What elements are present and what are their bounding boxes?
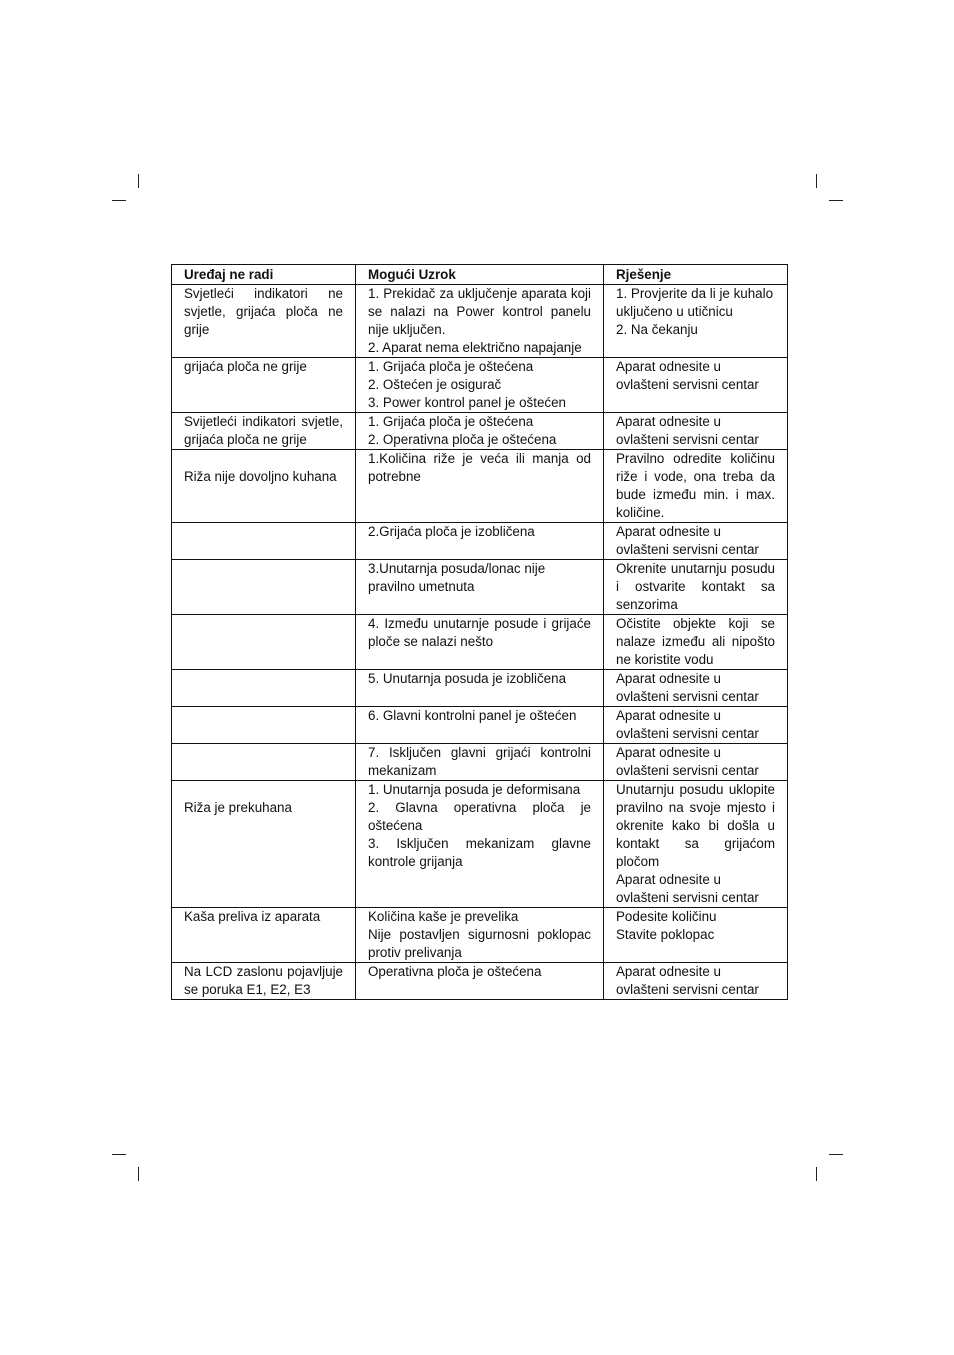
cause-text: 3. Power kontrol panel je oštećen xyxy=(368,395,567,410)
solution-cell xyxy=(604,615,788,670)
troubleshooting-table xyxy=(171,264,788,1000)
cause-text: 2. Operativna ploča je oštećena xyxy=(368,432,557,447)
cause-text: 3.Unutarnja posuda/lonac nije pravilno umetnuta xyxy=(368,561,546,594)
cause-cell xyxy=(356,707,604,744)
cause-text: 7. Isključen glavni grijaći kontrolni mekanizam xyxy=(368,745,591,778)
cause-text: Operativna ploča je oštećena xyxy=(368,964,542,979)
table-row xyxy=(172,560,788,615)
problem-text: grijaća ploča ne grije xyxy=(184,359,307,374)
solution-text: Očistite objekte koji se nalaze između ali nipošto ne koristite vodu xyxy=(616,616,775,667)
crop-mark xyxy=(138,1167,139,1181)
problem-cell xyxy=(172,744,356,781)
solution-text: Aparat odnesite u ovlašteni servisni centar xyxy=(616,524,759,557)
solution-text: Aparat odnesite u ovlašteni servisni centar xyxy=(616,359,759,392)
column-header-problem: Uređaj ne radi xyxy=(172,265,356,285)
problem-text: Svijetleći indikatori svjetle, grijaća ploča ne grije xyxy=(184,414,343,447)
crop-mark xyxy=(112,1154,126,1155)
solution-text: Unutarnju posudu uklopite pravilno na svoje mjesto i okrenite kako bi došla u kontakt sa grijaćom pločom xyxy=(616,782,775,869)
table-row xyxy=(172,963,788,1000)
problem-cell xyxy=(172,781,356,908)
solution-cell xyxy=(604,963,788,1000)
cause-text: 1. Grijaća ploča je oštećena xyxy=(368,414,534,429)
cause-cell xyxy=(356,670,604,707)
cause-cell xyxy=(356,908,604,963)
cause-cell xyxy=(356,560,604,615)
cause-text: 2. Aparat nema električno napajanje xyxy=(368,340,582,355)
problem-cell xyxy=(172,285,356,358)
crop-mark xyxy=(829,200,843,201)
table-row xyxy=(172,908,788,963)
cause-text: 1. Grijaća ploča je oštećena xyxy=(368,359,534,374)
problem-text: Na LCD zaslonu pojavljuje se poruka E1, E2, E3 xyxy=(184,964,343,997)
crop-mark xyxy=(816,1167,817,1181)
column-header-cause: Mogući Uzrok xyxy=(356,265,604,285)
cause-cell xyxy=(356,744,604,781)
cause-text: 1.Količina riže je veća ili manja od potrebne xyxy=(368,451,591,484)
problem-cell xyxy=(172,358,356,413)
problem-cell xyxy=(172,523,356,560)
problem-text xyxy=(184,670,343,688)
solution-text: Stavite poklopac xyxy=(616,927,715,942)
problem-cell xyxy=(172,450,356,523)
solution-text: Okrenite unutarnju posudu i ostvarite kontakt sa senzorima xyxy=(616,561,775,612)
table-row xyxy=(172,523,788,560)
problem-text: Kaša preliva iz aparata xyxy=(184,909,321,924)
solution-text: Aparat odnesite u ovlašteni servisni centar xyxy=(616,964,759,997)
cause-text: Nije postavljen sigurnosni poklopac protiv prelivanja xyxy=(368,927,591,960)
cause-cell xyxy=(356,413,604,450)
problem-cell xyxy=(172,908,356,963)
solution-cell xyxy=(604,413,788,450)
table-header-row xyxy=(172,265,788,285)
solution-cell xyxy=(604,744,788,781)
problem-cell xyxy=(172,413,356,450)
problem-cell xyxy=(172,615,356,670)
solution-cell xyxy=(604,285,788,358)
cause-text: 2. Oštećen je osigurač xyxy=(368,377,502,392)
crop-mark xyxy=(112,200,126,201)
cause-cell xyxy=(356,285,604,358)
table-row xyxy=(172,615,788,670)
solution-cell xyxy=(604,670,788,707)
crop-mark xyxy=(816,174,817,188)
problem-text: Svjetleći indikatori ne svjetle, grijaća ploča ne grije xyxy=(184,286,343,337)
problem-cell xyxy=(172,670,356,707)
cause-text: Količina kaše je prevelika xyxy=(368,909,519,924)
crop-mark xyxy=(138,174,139,188)
solution-cell xyxy=(604,707,788,744)
solution-text: Aparat odnesite u ovlašteni servisni centar xyxy=(616,671,759,704)
cause-text: 1. Unutarnja posuda je deformisana xyxy=(368,782,581,797)
cause-text: 2.Grijaća ploča je izobličena xyxy=(368,524,535,539)
cause-text: 6. Glavni kontrolni panel je oštećen xyxy=(368,708,577,723)
table-row xyxy=(172,358,788,413)
problem-text xyxy=(184,560,343,578)
table-row xyxy=(172,781,788,908)
cause-cell xyxy=(356,523,604,560)
solution-text: Podesite količinu xyxy=(616,909,717,924)
table-row xyxy=(172,744,788,781)
cause-text: 2. Glavna operativna ploča je oštećena xyxy=(368,800,591,833)
crop-mark xyxy=(829,1154,843,1155)
cause-text: 1. Prekidač za uključenje aparata koji se nalazi na Power kontrol panelu nije uključen. xyxy=(368,286,591,337)
solution-text: Aparat odnesite u ovlašteni servisni centar xyxy=(616,745,759,778)
solution-text: 1. Provjerite da li je kuhalo uključeno u utičnicu xyxy=(616,286,774,319)
solution-text: Pravilno odredite količinu riže i vode, ona treba da bude između min. i max. količine. xyxy=(616,451,775,520)
table-row xyxy=(172,670,788,707)
solution-cell xyxy=(604,523,788,560)
solution-text: Aparat odnesite u ovlašteni servisni centar xyxy=(616,414,759,447)
problem-text: Riža nije dovoljno kuhana xyxy=(184,469,337,484)
problem-cell xyxy=(172,963,356,1000)
cause-cell xyxy=(356,358,604,413)
solution-text: Aparat odnesite u ovlašteni servisni centar xyxy=(616,708,759,741)
cause-text: 3. Isključen mekanizam glavne kontrole grijanja xyxy=(368,836,591,869)
cause-cell xyxy=(356,781,604,908)
cause-text: 5. Unutarnja posuda je izobličena xyxy=(368,671,567,686)
solution-cell xyxy=(604,908,788,963)
problem-cell xyxy=(172,707,356,744)
cause-cell xyxy=(356,450,604,523)
table-row xyxy=(172,413,788,450)
solution-text: 2. Na čekanju xyxy=(616,322,698,337)
solution-text: Aparat odnesite u ovlašteni servisni centar xyxy=(616,872,759,905)
problem-text xyxy=(184,615,343,633)
cause-cell xyxy=(356,615,604,670)
problem-text xyxy=(184,707,343,725)
cause-text: 4. Između unutarnje posude i grijaće ploče se nalazi nešto xyxy=(368,616,591,649)
problem-text xyxy=(184,523,343,541)
column-header-solution: Rješenje xyxy=(604,265,788,285)
problem-cell xyxy=(172,560,356,615)
table-row xyxy=(172,707,788,744)
problem-text xyxy=(184,744,343,762)
solution-cell xyxy=(604,781,788,908)
problem-text: Riža je prekuhana xyxy=(184,800,292,815)
solution-cell xyxy=(604,358,788,413)
cause-cell xyxy=(356,963,604,1000)
solution-cell xyxy=(604,450,788,523)
table-row xyxy=(172,450,788,523)
solution-cell xyxy=(604,560,788,615)
table-row xyxy=(172,285,788,358)
